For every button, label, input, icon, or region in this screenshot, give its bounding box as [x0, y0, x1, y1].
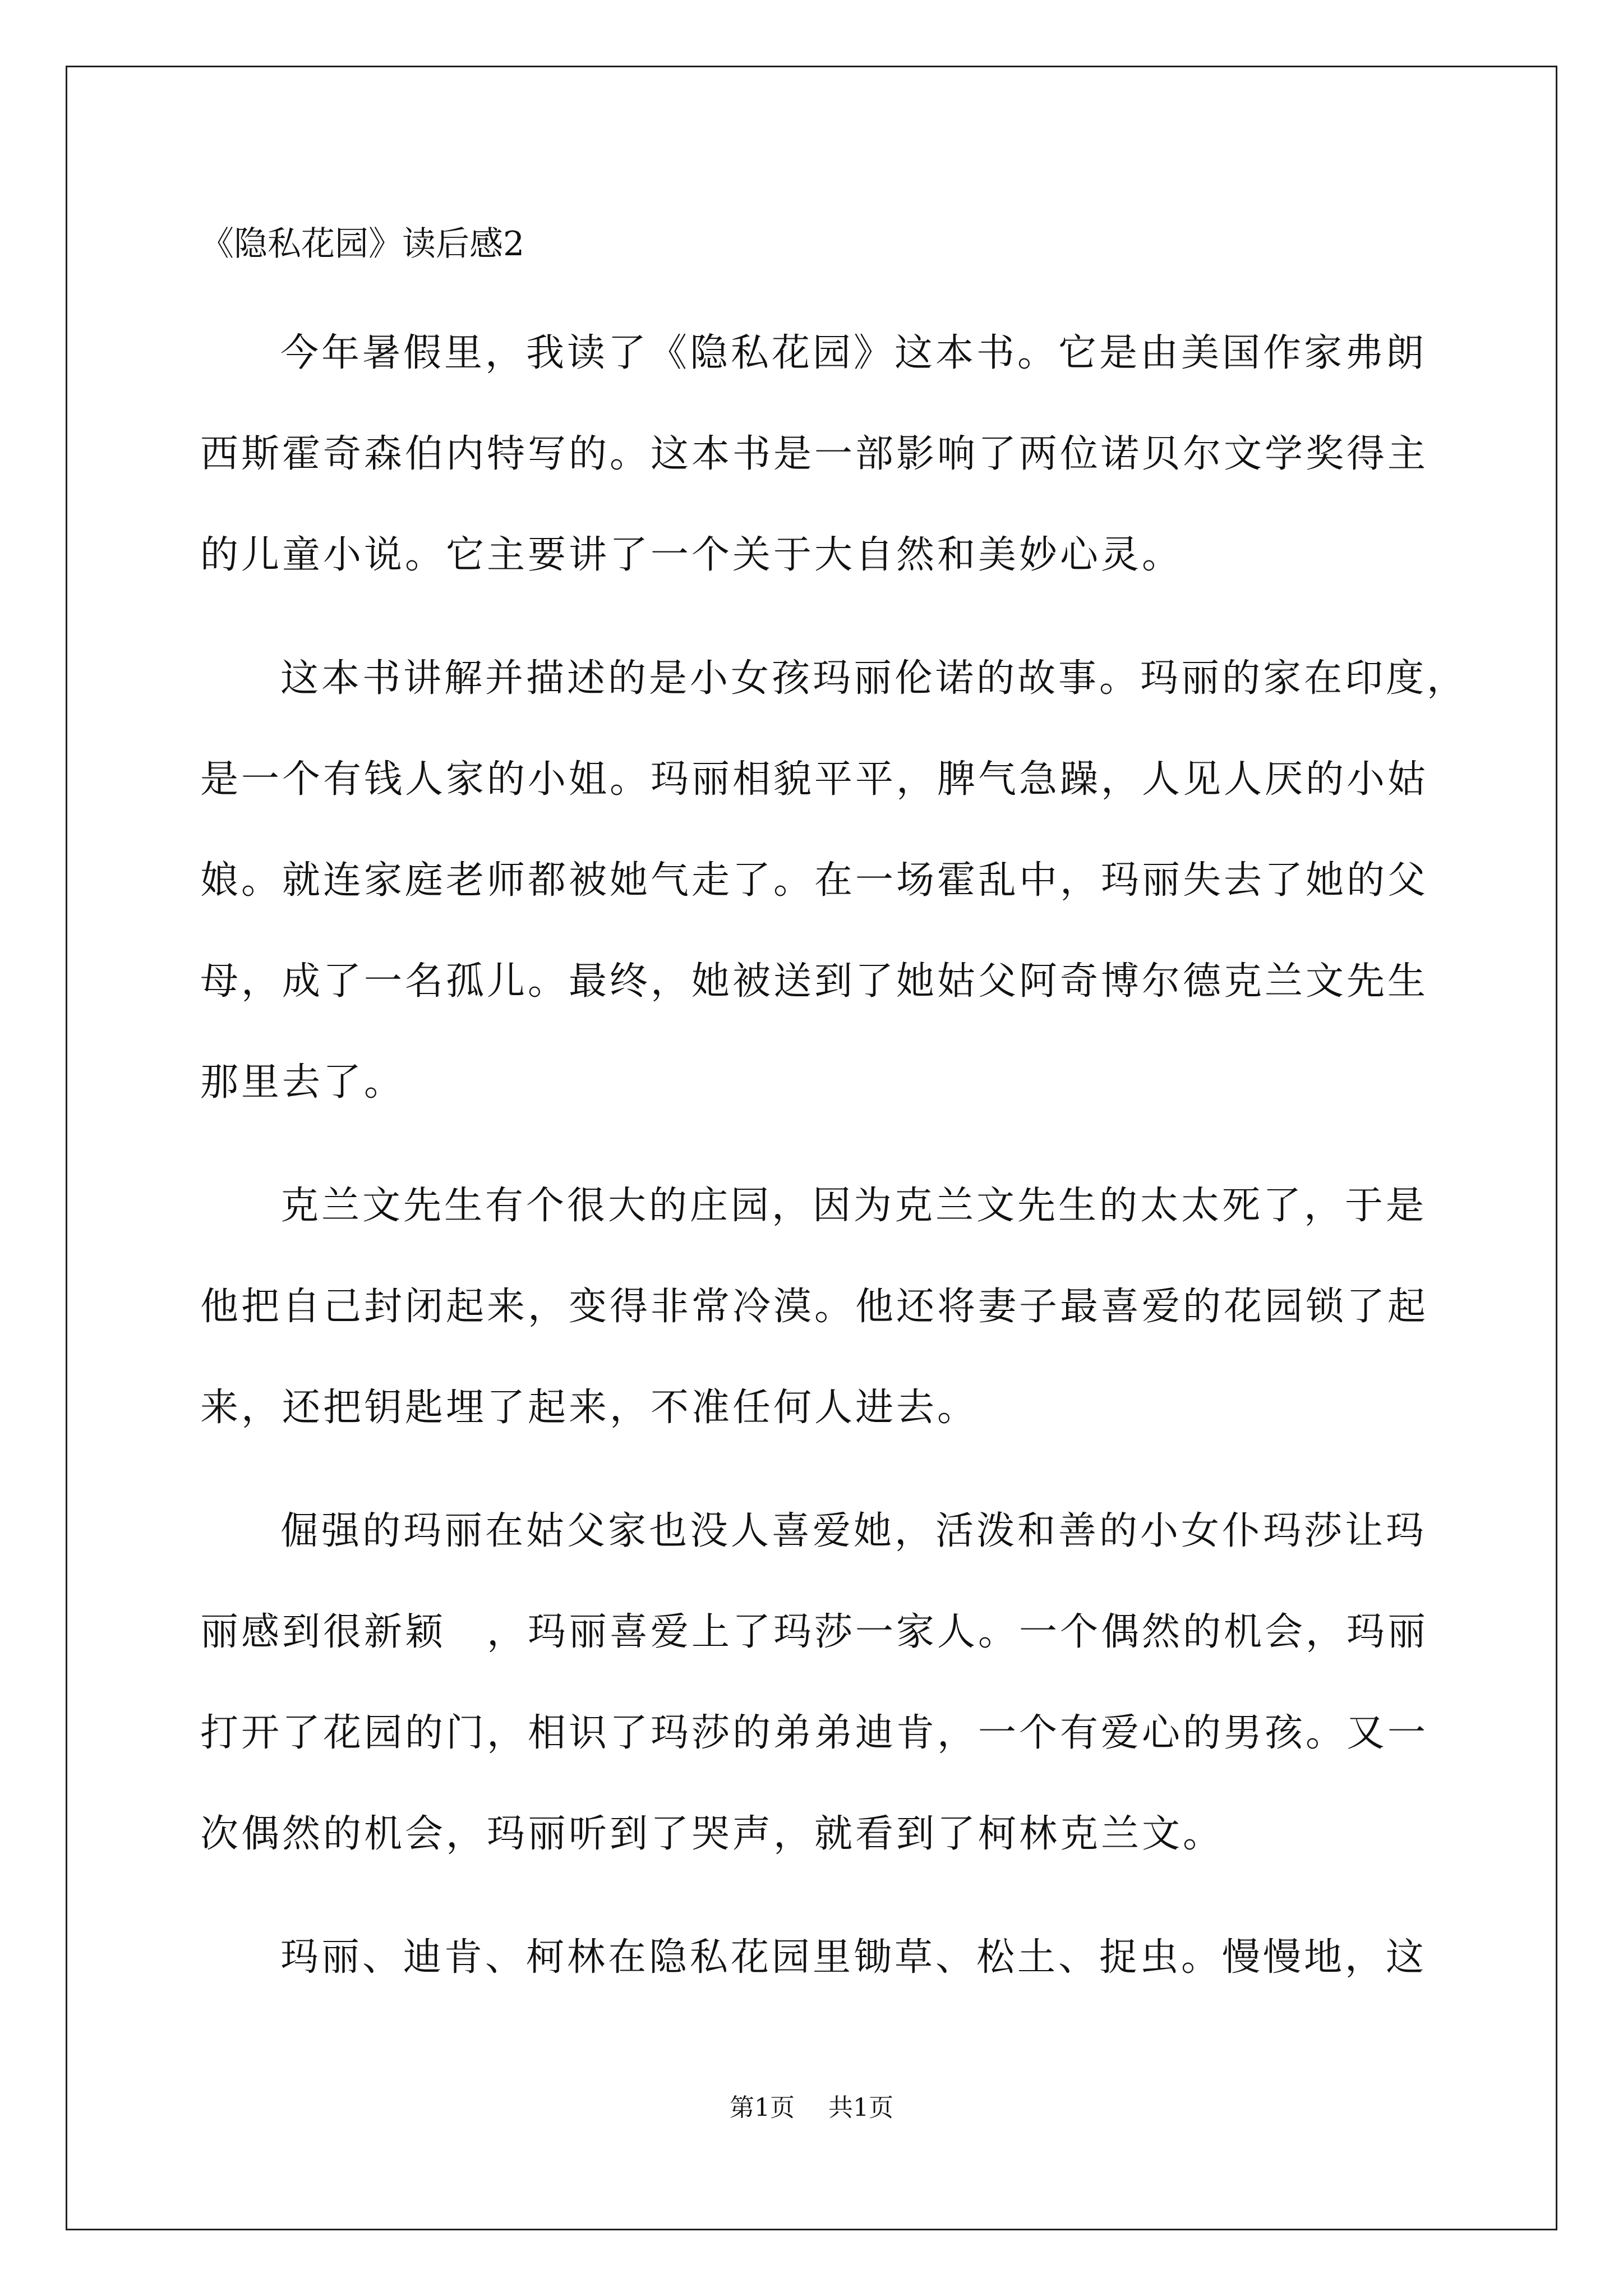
body-line: 的儿童小说。它主要讲了一个关于大自然和美妙心灵。 — [200, 533, 1183, 577]
body-line: 这本书讲解并描述的是小女孩玛丽伦诺的故事。玛丽的家在印度， — [280, 656, 1468, 701]
body-line: 他把自己封闭起来，变得非常冷漠。他还将妻子最喜爱的花园锁了起 — [200, 1285, 1429, 1329]
body-line: 那里去了。 — [200, 1060, 405, 1105]
body-line: 母，成了一名孤儿。最终，她被送到了她姑父阿奇博尔德克兰文先生 — [200, 959, 1429, 1004]
body-line: 是一个有钱人家的小姐。玛丽相貌平平，脾气急躁，人见人厌的小姑 — [200, 757, 1429, 802]
body-line: 来，还把钥匙埋了起来，不准任何人进去。 — [200, 1386, 979, 1430]
body-line: 丽感到很新颖 ，玛丽喜爱上了玛莎一家人。一个偶然的机会，玛丽 — [200, 1610, 1429, 1654]
page-number: 第1页 — [730, 2093, 795, 2122]
body-line: 今年暑假里，我读了《隐私花园》这本书。它是由美国作家弗朗 — [280, 331, 1427, 375]
page-footer — [0, 2091, 1623, 2125]
body-line: 西斯霍奇森伯内特写的。这本书是一部影响了两位诺贝尔文学奖得主 — [200, 432, 1429, 476]
page-total: 共1页 — [828, 2093, 893, 2122]
body-line: 玛丽、迪肯、柯林在隐私花园里锄草、松土、捉虫。慢慢地，这 — [280, 1935, 1427, 1980]
document-title: 《隐私花园》读后感2 — [200, 224, 525, 264]
body-line: 次偶然的机会，玛丽听到了哭声，就看到了柯林克兰文。 — [200, 1812, 1224, 1856]
body-line: 克兰文先生有个很大的庄园，因为克兰文先生的太太死了，于是 — [280, 1184, 1427, 1228]
body-line: 倔强的玛丽在姑父家也没人喜爱她，活泼和善的小女仆玛莎让玛 — [280, 1509, 1427, 1553]
body-line: 打开了花园的门，相识了玛莎的弟弟迪肯，一个有爱心的男孩。又一 — [200, 1711, 1429, 1755]
body-line: 娘。就连家庭老师都被她气走了。在一场霍乱中，玛丽失去了她的父 — [200, 858, 1429, 903]
page-border — [66, 66, 1557, 2230]
